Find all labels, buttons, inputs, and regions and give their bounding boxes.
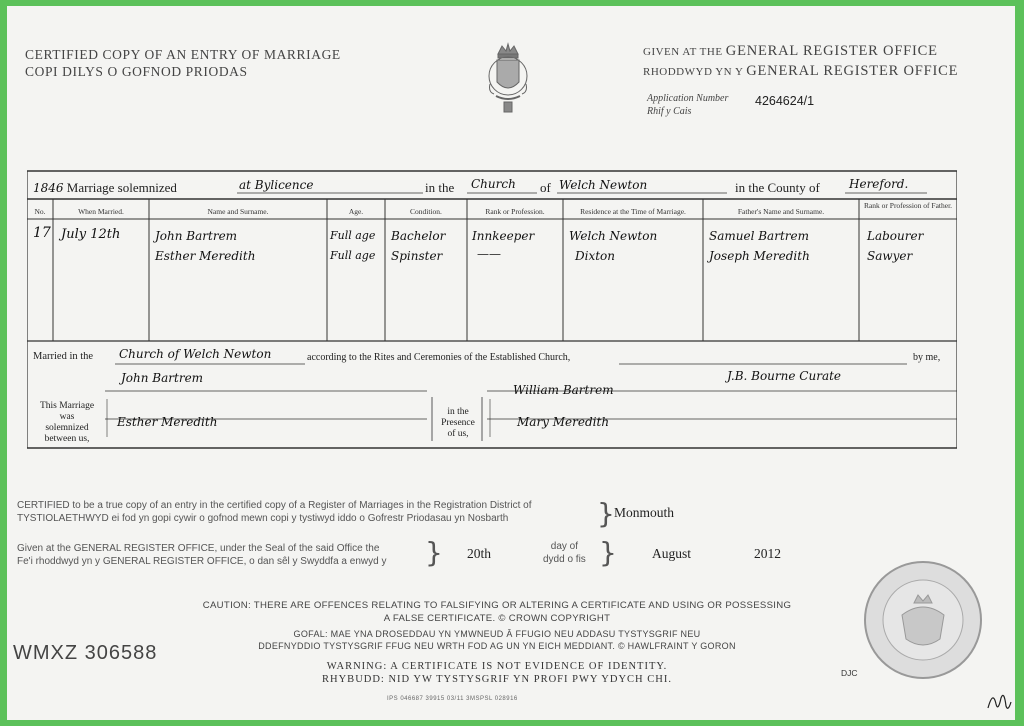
bride-father-profession: Sawyer: [867, 249, 913, 263]
day-of-cy: dydd o fis: [543, 554, 586, 565]
bride-residence: Dixton: [575, 249, 616, 263]
given-cy: Fe'i rhoddwyd yn y GENERAL REGISTER OFFICE, o dan sêl y Swyddfa a enwyd y: [17, 556, 387, 567]
day-of-label: [543, 540, 586, 566]
gofal-line-2: DDEFNYDDIO TYSTYSGRIF FFUG NEU WRTH FOD AG UN YN EICH MEDDIANT. © HAWLFRAINT Y GORON: [258, 641, 736, 651]
certified-en: CERTIFIED to be a true copy of an entry in the certified copy of a Register of Marriages in the Registration District of: [17, 500, 532, 511]
rites-text: according to the Rites and Ceremonies of the Established Church,: [307, 352, 571, 363]
officiant-signature: J.B. Bourne Curate: [727, 369, 842, 383]
identity-warning: [227, 660, 767, 686]
issuing-office: [643, 42, 958, 82]
witness-1: William Bartrem: [513, 383, 614, 397]
groom-condition: Bachelor: [391, 229, 446, 243]
county-label: in the County of: [735, 180, 820, 195]
certificate-title: [25, 46, 341, 80]
solemnized-line-4: between us,: [44, 434, 90, 444]
parish-value: Welch Newton: [559, 178, 648, 192]
col-header-name: Name and Surname.: [207, 207, 269, 216]
col-header-age: Age.: [348, 207, 364, 216]
office-name-cy: GENERAL REGISTER OFFICE: [746, 63, 959, 79]
caution-english: [167, 599, 827, 625]
groom-father: Samuel Bartrem: [709, 229, 809, 243]
brace-icon: }: [425, 536, 443, 569]
col-header-father-profession: Rank or Profession of Father.: [863, 201, 953, 210]
presence-line-3: of us,: [447, 429, 469, 439]
registration-district: Monmouth: [614, 505, 675, 520]
register-heading-line: [33, 180, 177, 196]
col-header-no: No.: [34, 207, 46, 216]
certificate-serial: WMXZ 306588: [13, 642, 158, 664]
registrar-initials: DJC: [841, 668, 858, 678]
marriage-solemnized-label: Marriage solemnized: [66, 180, 177, 195]
groom-age: Full age: [330, 229, 376, 242]
entry-number: 17: [33, 225, 51, 241]
witness-2: Mary Meredith: [517, 415, 610, 429]
given-prefix-cy: RHODDWYD YN Y: [643, 66, 743, 78]
brace-icon: }: [599, 536, 617, 569]
certified-cy: TYSTIOLAETHWYD ei fod yn gopi cywir o gofnod mewn copi y tystiwyd iddo o Gofrestr Priodasau yn Nosbarth: [17, 513, 509, 524]
royal-crest-icon: [470, 40, 546, 125]
col-header-condition: Condition.: [410, 207, 442, 216]
application-label-cy: Rhif y Cais: [647, 106, 692, 117]
register-office-seal: [862, 559, 984, 686]
col-header-when: When Married.: [78, 207, 124, 216]
bride-profession: ——: [477, 247, 501, 261]
presence-label: [435, 407, 481, 440]
solemnized-line-1: This Marriage: [39, 401, 95, 411]
groom-residence: Welch Newton: [569, 229, 658, 243]
groom-name: John Bartrem: [155, 229, 238, 243]
application-label-en: Application Number: [647, 93, 729, 104]
solemnized-line-2: was: [59, 412, 75, 422]
caution-welsh: [167, 628, 827, 652]
application-number: 4264624/1: [755, 94, 815, 108]
bride-age: Full age: [330, 249, 376, 262]
married-in-label: Married in the: [33, 351, 94, 362]
bride-signature: Esther Meredith: [117, 415, 218, 429]
brace-icon: }: [597, 497, 615, 530]
groom-profession: Innkeeper: [472, 229, 535, 243]
seal-icon: [862, 559, 984, 681]
caution-line-1: CAUTION: THERE ARE OFFENCES RELATING TO FALSIFYING OR ALTERING A CERTIFICATE AND USING OR POSSESSING: [202, 600, 792, 611]
in-the-label: in the: [425, 180, 455, 195]
county-value: Hereford.: [849, 177, 909, 191]
bride-father: Joseph Meredith: [709, 249, 810, 263]
gofal-line-1: GOFAL: MAE YNA DROSEDDAU YN YMWNEUD Â FFUGIO NEU ADDASU TYSTYSGRIF NEU: [293, 629, 701, 639]
bride-condition: Spinster: [391, 249, 443, 263]
caution-line-2: A FALSE CERTIFICATE. © CROWN COPYRIGHT: [383, 613, 611, 624]
married-in-value: Church of Welch Newton: [119, 347, 272, 361]
given-prefix-en: GIVEN AT THE: [643, 46, 723, 58]
given-statement: [17, 542, 437, 568]
by-me-label: by me,: [913, 352, 941, 363]
issue-month: August: [652, 546, 692, 561]
warning-en: WARNING: A CERTIFICATE IS NOT EVIDENCE OF IDENTITY.: [326, 661, 668, 672]
presence-line-1: in the: [447, 407, 469, 417]
given-en: Given at the GENERAL REGISTER OFFICE, under the Seal of the said Office the: [17, 543, 380, 554]
certified-statement: [17, 499, 605, 525]
register-entry: [27, 169, 957, 450]
col-header-profession: Rank or Profession.: [485, 207, 545, 216]
issue-day: 20th: [467, 546, 492, 561]
issue-year: 2012: [754, 546, 781, 561]
solemnized-line-3: solemnized: [45, 423, 89, 433]
solemnized-at-value: at Bylicence: [239, 178, 314, 192]
place-value: Church: [471, 177, 516, 191]
signature-scribble-icon: [985, 686, 1013, 720]
application-label: [647, 92, 728, 118]
solemnized-between-label: [31, 401, 103, 445]
groom-father-profession: Labourer: [867, 229, 924, 243]
title-welsh: COPI DILYS O GOFNOD PRIODAS: [25, 64, 248, 79]
bride-name: Esther Meredith: [155, 249, 256, 263]
of-label: of: [540, 180, 551, 195]
title-english: CERTIFIED COPY OF AN ENTRY OF MARRIAGE: [25, 47, 341, 62]
presence-line-2: Presence: [441, 418, 475, 428]
office-name-en: GENERAL REGISTER OFFICE: [725, 43, 938, 59]
entry-date: July 12th: [61, 227, 121, 242]
certificate-page: [7, 6, 1015, 720]
col-header-father: Father's Name and Surname.: [737, 207, 825, 216]
register-year: 1846: [33, 181, 64, 195]
print-code: IPS 046687 39915 03/11 3MSPSL 028916: [387, 696, 518, 702]
warning-cy: RHYBUDD: NID YW TYSTYSGRIF YN PROFI PWY YDYCH CHI.: [322, 674, 672, 685]
day-of-en: day of: [550, 541, 579, 552]
groom-signature: John Bartrem: [121, 371, 204, 385]
col-header-residence: Residence at the Time of Marriage.: [580, 207, 686, 216]
